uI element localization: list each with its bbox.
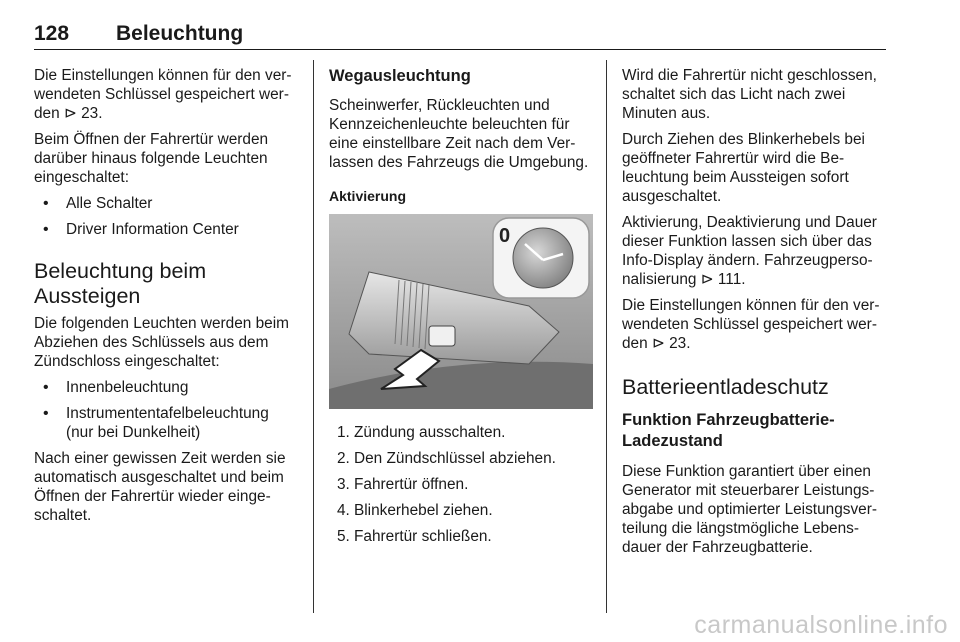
ignition-position-label: 0 (499, 225, 511, 247)
paragraph: Durch Ziehen des Blinkerhebels bei geöffneter Fahrertür wird die Beleuchtung beim Aussteigen sofort ausgeschaltet. (622, 131, 865, 205)
lever-figure-svg (329, 214, 593, 409)
bullet-item: • Alle Schalter (34, 194, 299, 213)
paragraph: Nach einer gewissen Zeit werden sie automatisch ausgeschaltet und beim Öffnen der Fahrertür wieder eingeschaltet. (34, 450, 286, 524)
paragraph: Die Einstellungen können für den verwendeten Schlüssel gespeichert werden ⊳ 23. (622, 297, 880, 352)
paragraph: Beim Öffnen der Fahrertür werden darüber hinaus folgende Leuchten eingeschaltet: (34, 131, 269, 186)
subheading: Funktion Fahrzeugbatterie-Ladezustand (622, 411, 835, 450)
lever-button (429, 326, 455, 346)
list-item: 3. Fahrertür öffnen. (337, 476, 469, 493)
page-header (34, 22, 886, 52)
list-item: 4. Blinkerhebel ziehen. (337, 502, 493, 519)
section-heading: Wegausleuchtung (329, 67, 471, 85)
section-heading: Beleuchtung beim Aussteigen (34, 259, 207, 308)
chapter-title: Beleuchtung (116, 22, 244, 45)
ignition-dial (513, 228, 573, 288)
paragraph: Diese Funktion garantiert über einen Generator mit steuerbarer Leistungsabgabe und optimierter Leistungsverteilung die längstmögliche Lebensdauer der Fahrzeugbatterie. (622, 463, 877, 556)
paragraph: Scheinwerfer, Rückleuchten und Kennzeichenleuchte beleuchten für eine einstellbare Zeit nach dem Verlassen des Fahrzeugs die Umgebung. (329, 97, 589, 171)
paragraph: Aktivierung, Deaktivierung und Dauer dieser Funktion lassen sich über das Info-Display ändern. Fahrzeugpersonalisierung ⊳ 111. (622, 214, 877, 288)
paragraph: Wird die Fahrertür nicht geschlossen, schaltet sich das Licht nach zwei Minuten aus. (622, 67, 877, 122)
header-rule (34, 49, 886, 50)
column-divider-1 (313, 60, 314, 613)
column-1 (34, 66, 299, 532)
bullet-item: • Driver Information Center (34, 220, 299, 239)
turn-signal-lever-illustration (329, 214, 593, 409)
watermark: carmanualsonline.info (694, 611, 948, 639)
subheading: Aktivierung (329, 188, 407, 204)
column-3 (622, 66, 887, 564)
column-2 (329, 66, 593, 553)
column-divider-2 (606, 60, 607, 613)
paragraph: Die Einstellungen können für den verwendeten Schlüssel gespeichert werden ⊳ 23. (34, 67, 292, 122)
list-item: 2. Den Zündschlüssel abziehen. (337, 450, 556, 467)
bullet-item: • Innenbeleuchtung (34, 378, 299, 397)
page-number: 128 (34, 22, 70, 45)
paragraph: Die folgenden Leuchten werden beim Abziehen des Schlüssels aus dem Zündschloss eingeschaltet: (34, 315, 289, 370)
list-item: 1. Zündung ausschalten. (337, 424, 506, 441)
bullet-item: • Instrumententafelbeleuchtung (nur bei Dunkelheit) (34, 404, 299, 442)
list-item: 5. Fahrertür schließen. (337, 528, 492, 545)
section-heading: Batterieentladeschutz (622, 375, 829, 399)
